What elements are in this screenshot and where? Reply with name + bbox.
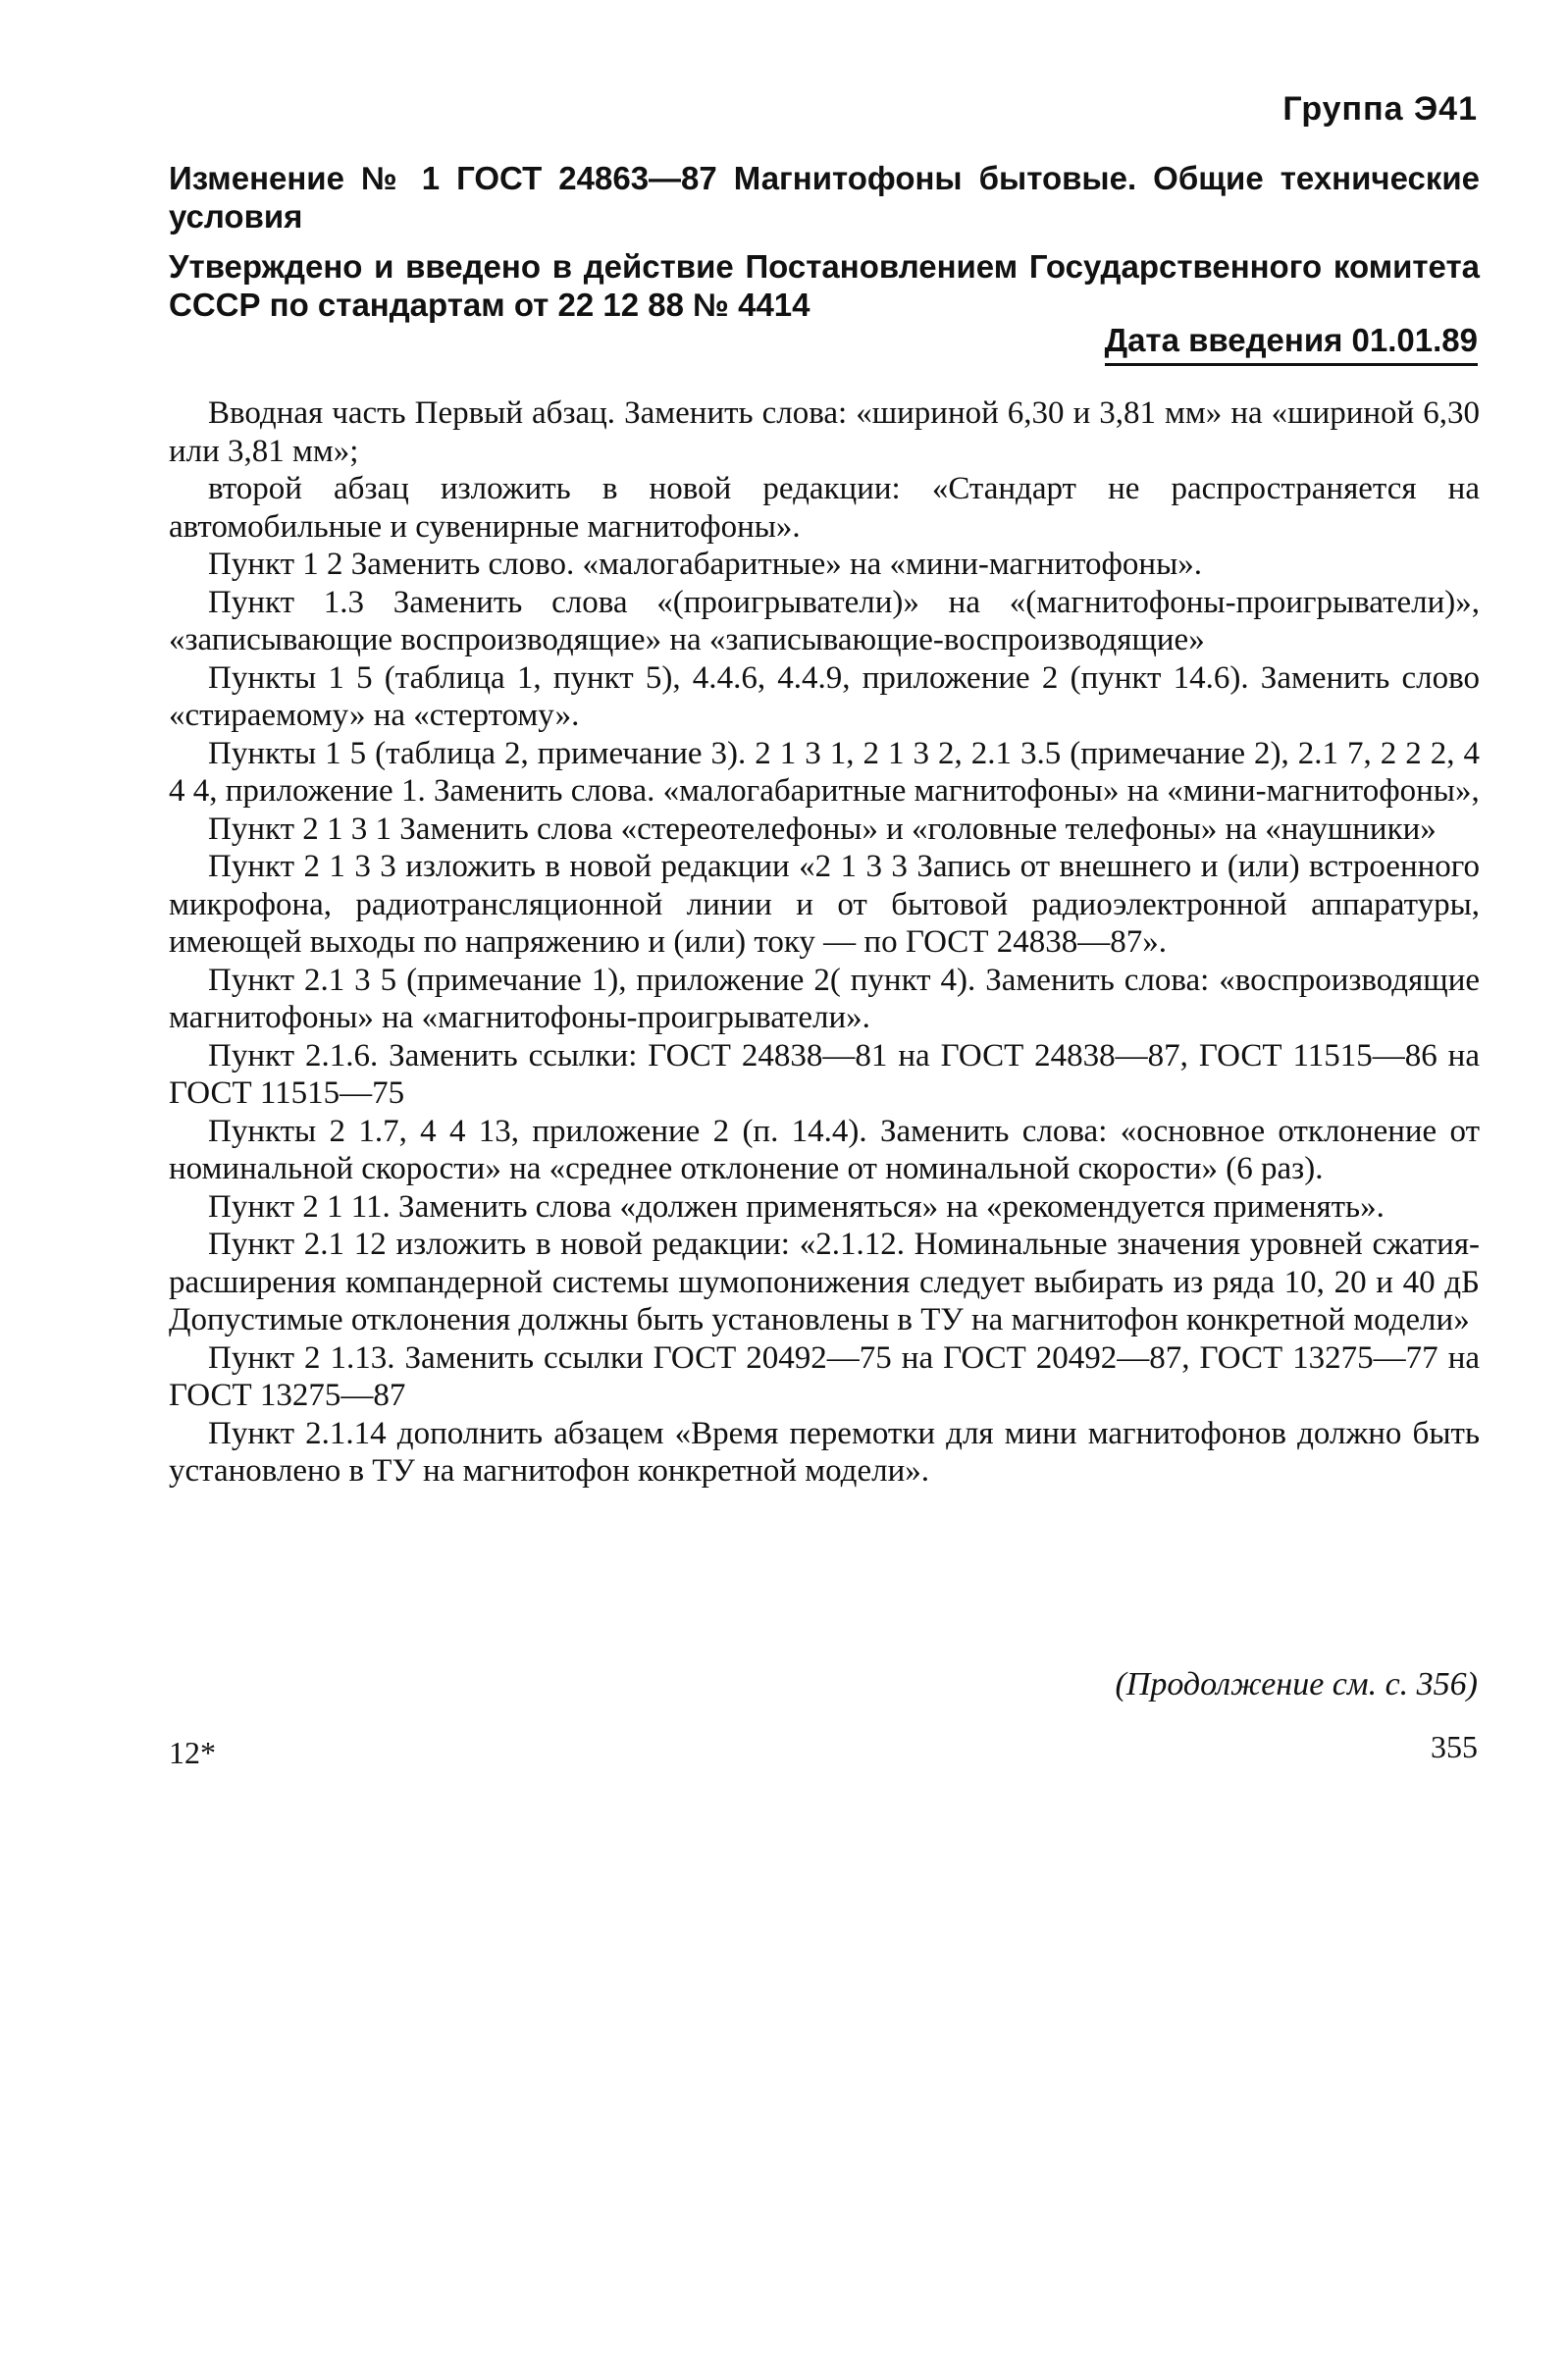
group-code: Группа Э41 (1282, 90, 1478, 128)
paragraph: Пункт 2.1 3 5 (примечание 1), приложение 2( пункт 4). Заменить слова: «воспроизводящие магнитофоны» на «магнитофоны-проигрыватели». (169, 962, 1480, 1035)
paragraph: Пункт 2 1.13. Заменить ссылки ГОСТ 20492—75 на ГОСТ 20492—87, ГОСТ 13275—77 на ГОСТ 13275—87 (169, 1339, 1480, 1413)
amendment-title: Изменение № 1 ГОСТ 24863—87 Магнитофоны бытовые. Общие технические условия (169, 160, 1480, 235)
paragraph: Пункт 2.1.14 дополнить абзацем «Время перемотки для мини магнитофонов должно быть установлено в ТУ на магнитофон конкретной модели». (169, 1415, 1480, 1489)
amendment-body (169, 394, 1480, 1491)
paragraph: Пункты 2 1.7, 4 4 13, приложение 2 (п. 14.4). Заменить слова: «основное отклонение от номинальной скорости» на «среднее отклонение от номинальной скорости» (6 раз). (169, 1113, 1480, 1186)
page-number: 355 (1431, 1729, 1478, 1764)
paragraph: Пункт 2 1 3 3 изложить в новой редакции «2 1 3 3 Запись от внешнего и (или) встроенного микрофона, радиотрансляционной линии и от бытовой радиоэлектронной аппаратуры, имеющей выходы по напряжению и (или) току — по ГОСТ 24838—87». (169, 849, 1480, 960)
paragraph: Вводная часть Первый абзац. Заменить слова: «шириной 6,30 и 3,81 мм» на «шириной 6,30 или 3,81 мм»; (169, 395, 1480, 469)
paragraph: Пункт 2 1 3 1 Заменить слова «стереотелефоны» и «головные телефоны» на «наушники» (208, 811, 1437, 847)
paragraph: Пункт 1.3 Заменить слова «(проигрыватели)» на «(магнитофоны-проигрыватели)», «записывающие воспроизводящие» на «записывающие-воспроизводящие» (169, 584, 1480, 657)
approval-statement: Утверждено и введено в действие Постановлением Государственного комитета СССР по стандартам от 22 12 88 № 4414 (169, 248, 1480, 323)
continuation-note: (Продолжение см. с. 356) (1115, 1666, 1478, 1702)
paragraph: Пункт 1 2 Заменить слово. «малогабаритные» на «мини-магнитофоны». (208, 547, 1202, 582)
paragraph: Пункт 2.1.6. Заменить ссылки: ГОСТ 24838—81 на ГОСТ 24838—87, ГОСТ 11515—86 на ГОСТ 11515—75 (169, 1037, 1480, 1111)
paragraph: Пункт 2.1 12 изложить в новой редакции: «2.1.12. Номинальные значения уровней сжатия-расширения компандерной системы шумопонижения следует выбирать из ряда 10, 20 и 40 дБ Допустимые отклонения должны быть установлены в ТУ на магнитофон конкретной модели» (169, 1227, 1480, 1337)
paragraph: Пункты 1 5 (таблица 1, пункт 5), 4.4.6, 4.4.9, приложение 2 (пункт 14.6). Заменить слово «стираемому» на «стертому». (169, 659, 1480, 733)
introduction-date: Дата введения 01.01.89 (1105, 322, 1478, 366)
signature-mark: 12* (169, 1735, 216, 1770)
paragraph: Пункт 2 1 11. Заменить слова «должен применяться» на «рекомендуется применять». (208, 1188, 1385, 1225)
paragraph: Пункты 1 5 (таблица 2, примечание 3). 2 1 3 1, 2 1 3 2, 2.1 3.5 (примечание 2), 2.1 7, 2 2 2, 4 4 4, приложение 1. Заменить слова. «малогабаритные магнитофоны» на «мини-магнитофоны», (169, 735, 1480, 809)
paragraph: второй абзац изложить в новой редакции: «Стандарт не распространяется на автомобильные и сувенирные магнитофоны». (169, 471, 1480, 545)
